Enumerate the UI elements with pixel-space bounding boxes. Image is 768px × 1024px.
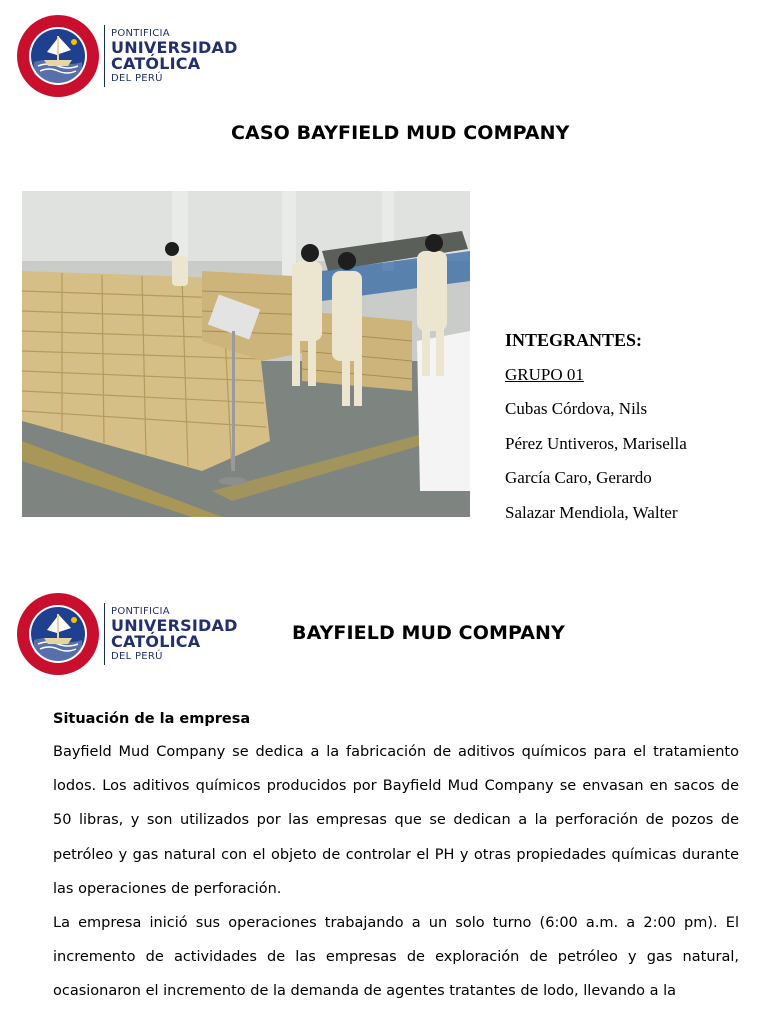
logo-line-del-peru: DEL PERÚ bbox=[111, 650, 163, 662]
university-seal-icon bbox=[16, 14, 100, 98]
logo-line-catolica: CATÓLICA bbox=[111, 631, 201, 651]
logo-line-universidad: UNIVERSIDAD bbox=[111, 615, 238, 635]
logo-divider bbox=[104, 603, 105, 665]
logo-wordmark bbox=[111, 29, 238, 84]
body-text bbox=[53, 735, 739, 1009]
member-item: García Caro, Gerardo bbox=[505, 468, 652, 488]
logo-divider bbox=[104, 25, 105, 87]
slide2-title: BAYFIELD MUD COMPANY bbox=[292, 622, 565, 644]
university-logo bbox=[16, 14, 238, 98]
logo-line-pontificia: PONTIFICIA bbox=[111, 27, 170, 39]
member-item: Pérez Untiveros, Marisella bbox=[505, 433, 687, 453]
logo-line-universidad: UNIVERSIDAD bbox=[111, 37, 238, 57]
paragraph: Bayfield Mud Company se dedica a la fabricación de aditivos químicos para el tratamiento lodos. Los aditivos químicos producidos por Bayfield Mud Company se envasan en sacos de 50 libras, y son utilizados por las empresas que se dedican a la perforación de pozos de petróleo y gas natural con el objeto de controlar el PH y otras propiedades químicas durante las operaciones de perforación. bbox=[53, 744, 739, 897]
member-item: Cubas Córdova, Nils bbox=[505, 399, 648, 419]
member-item: Salazar Mendiola, Walter bbox=[505, 502, 678, 522]
paragraph: La empresa inició sus operaciones trabajando a un solo turno (6:00 a.m. a 2:00 pm). El incremento de actividades de las empresas de exploración de petróleo y gas natural, ocasionaron el incremento de la demanda de agentes tratantes de lodo, llevando a la bbox=[53, 915, 739, 1000]
logo-wordmark bbox=[111, 607, 238, 662]
logo-line-pontificia: PONTIFICIA bbox=[111, 605, 170, 617]
slide1-title: CASO BAYFIELD MUD COMPANY bbox=[231, 122, 570, 144]
logo-line-del-peru: DEL PERÚ bbox=[111, 72, 163, 84]
members-heading: INTEGRANTES: bbox=[505, 330, 643, 350]
university-seal-icon bbox=[16, 592, 100, 676]
section-heading: Situación de la empresa bbox=[53, 711, 251, 727]
group-label: GRUPO 01 bbox=[505, 364, 584, 384]
members-block bbox=[505, 327, 687, 535]
warehouse-photo bbox=[22, 191, 470, 517]
logo-line-catolica: CATÓLICA bbox=[111, 53, 201, 73]
university-logo bbox=[16, 592, 238, 676]
